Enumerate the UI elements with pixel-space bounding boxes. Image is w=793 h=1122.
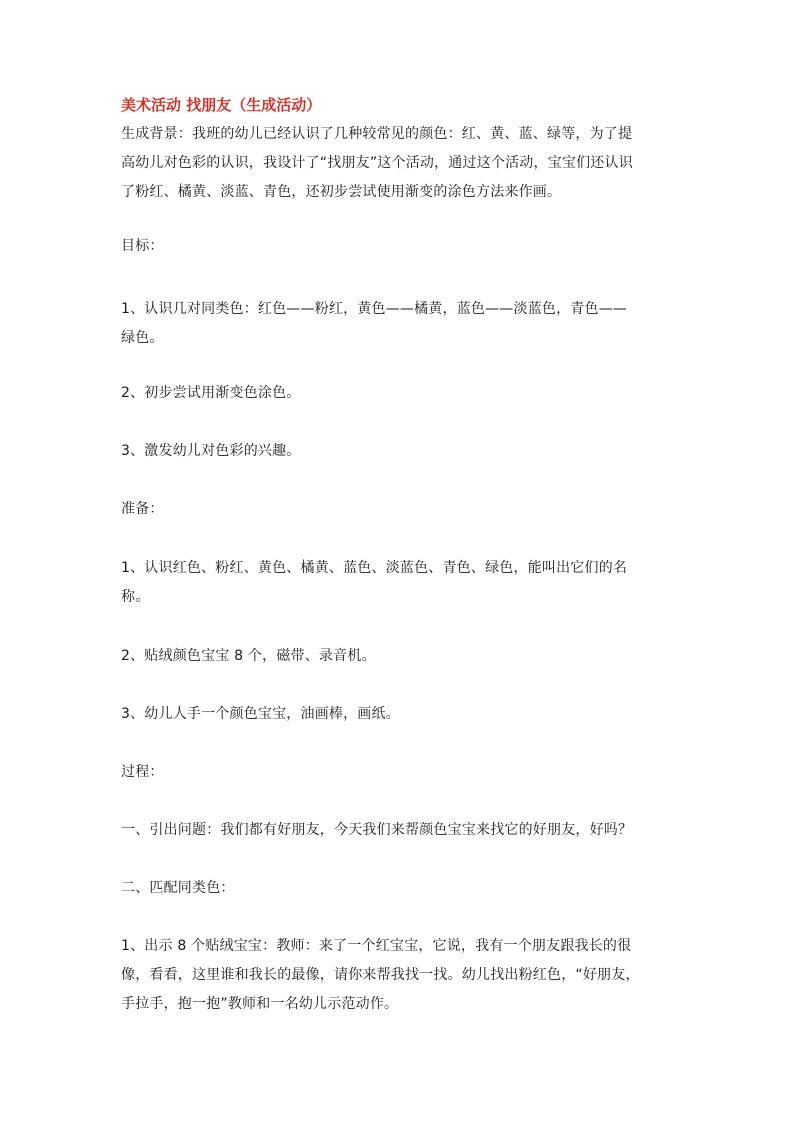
goal-heading	[121, 232, 681, 261]
prep-item-2	[121, 642, 681, 671]
prep-item-1-line: 1、认识红色、粉红、黄色、橘黄、蓝色、淡蓝色、青色、绿色，能叫出它们的名	[121, 560, 628, 576]
background-line: 高幼儿对色彩的认识，我设计了“找朋友”这个活动，通过这个活动，宝宝们还认识	[121, 155, 633, 171]
goal-item-1-line: 1、认识几对同类色：红色——粉红，黄色——橘黄，蓝色——淡蓝色，青色——	[121, 301, 628, 317]
prep-heading-text: 准备：	[121, 501, 164, 517]
background-line: 生成背景：我班的幼儿已经认识了几种较常见的颜色：红、黄、蓝、绿等，为了提	[121, 126, 633, 142]
process-item-2-text: 二、匹配同类色：	[121, 880, 235, 896]
goal-heading-text: 目标：	[121, 238, 164, 254]
goal-item-3-text: 3、激发幼儿对色彩的兴趣。	[121, 443, 301, 459]
process-item-1-text: 一、引出问题：我们都有好朋友，今天我们来帮颜色宝宝来找它的好朋友，好吗？	[121, 822, 633, 838]
goal-item-2-text: 2、初步尝试用渐变色涂色。	[121, 385, 301, 401]
process-heading	[121, 758, 681, 787]
prep-item-1-line: 称。	[121, 589, 150, 605]
goal-item-3	[121, 437, 681, 466]
process-item-2-1-line: 手拉手，抱一抱”教师和一名幼儿示范动作。	[121, 996, 399, 1012]
prep-item-2-text: 2、贴绒颜色宝宝 8 个，磁带、录音机。	[121, 648, 376, 664]
prep-heading	[121, 495, 681, 524]
background-paragraph	[121, 120, 681, 207]
goal-item-1-line: 绿色。	[121, 330, 164, 346]
goal-item-1	[121, 295, 681, 353]
process-heading-text: 过程：	[121, 764, 164, 780]
process-item-2-1	[121, 932, 681, 1019]
prep-item-3-text: 3、幼儿人手一个颜色宝宝，油画棒，画纸。	[121, 706, 400, 722]
document-title: 美术活动 找朋友（生成活动）	[121, 96, 322, 114]
process-item-2-1-line: 像，看看，这里谁和我长的最像，请你来帮我找一找。幼儿找出粉红色，“好朋友，	[121, 967, 640, 983]
prep-item-1	[121, 554, 681, 612]
process-item-2-1-line: 1、出示 8 个贴绒宝宝：教师：来了一个红宝宝，它说，我有一个朋友跟我长的很	[121, 938, 632, 954]
prep-item-3	[121, 700, 681, 729]
process-item-1	[121, 816, 681, 845]
background-line: 了粉红、橘黄、淡蓝、青色，还初步尝试使用渐变的涂色方法来作画。	[121, 184, 562, 200]
goal-item-2	[121, 379, 681, 408]
process-item-2	[121, 874, 681, 903]
